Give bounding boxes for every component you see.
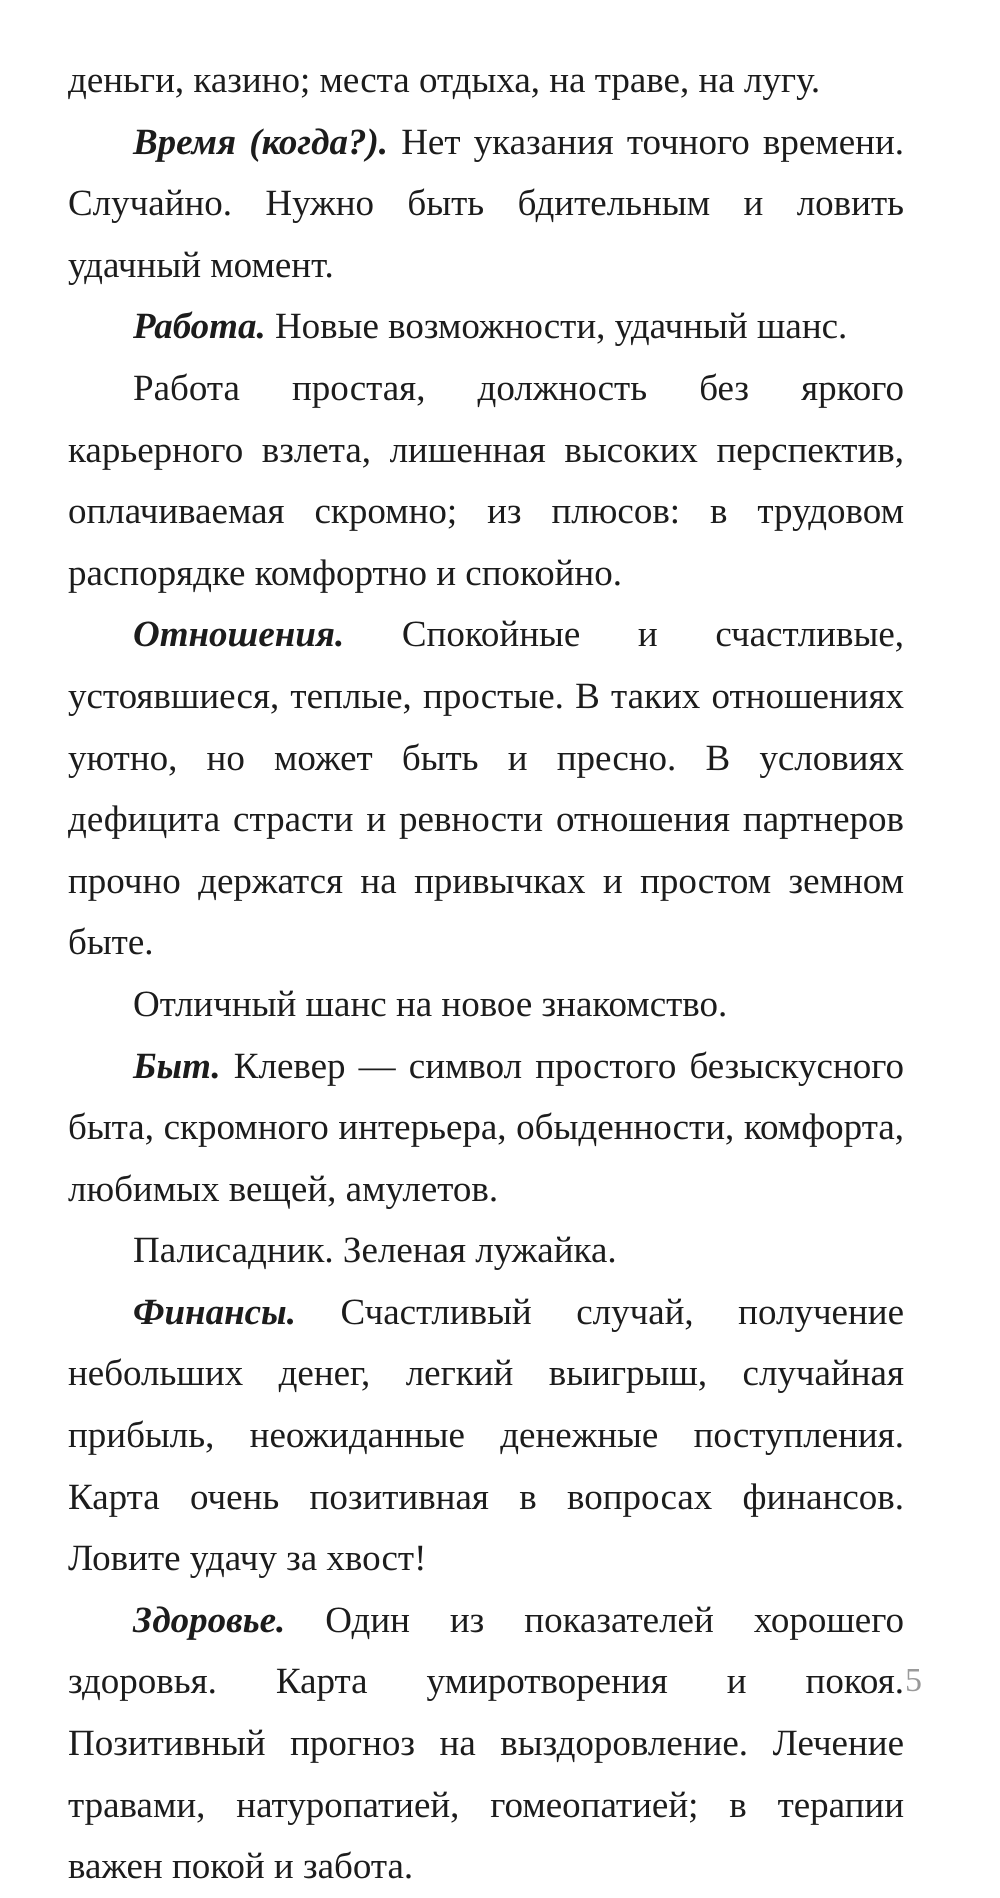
paragraph-finances (68, 1282, 904, 1590)
paragraph-text: Нет указания точного времени. Случайно. Нужно быть бдительным и ловить удачный момент. (68, 121, 904, 286)
paragraph-garden (68, 1220, 904, 1282)
paragraph-work (68, 296, 904, 358)
paragraph-text: Палисадник. Зеленая лужайка. (133, 1230, 617, 1272)
page-text (68, 50, 904, 1898)
paragraph-text: деньги, казино; места отдыха, на траве, на лугу. (68, 60, 821, 101)
paragraph-heading: Работа. (133, 306, 266, 348)
paragraph-heading: Отношения. (133, 614, 345, 656)
paragraph-time (68, 112, 904, 297)
paragraph-new-acquaintance (68, 974, 904, 1036)
paragraph-heading: Время (когда?). (133, 121, 389, 163)
paragraph-continuation (68, 50, 904, 112)
paragraph-text: Новые возможности, удачный шанс. (265, 306, 848, 348)
paragraph-text: Счастливый случай, получение небольших денег, легкий выигрыш, случайная прибыль, неожиданные денежные поступления. Карта очень позитивная в вопросах финансов. Ловите удачу за хвост! (68, 1291, 904, 1580)
paragraph-text: Отличный шанс на новое знакомство. (133, 983, 728, 1025)
page-number: 5 (905, 1662, 922, 1699)
paragraph-text: Спокойные и счастливые, устоявшиеся, теплые, простые. В таких отношениях уютно, но может быть и пресно. В условиях дефицита страсти и ревности отношения партнеров прочно держатся на привычках и простом земном быте. (68, 614, 904, 964)
paragraph-work-details (68, 358, 904, 604)
paragraph-heading: Быт. (133, 1045, 221, 1087)
paragraph-heading: Здоровье. (133, 1599, 286, 1641)
paragraph-text: Клевер — символ простого безыскусного быта, скромного интерьера, обыденности, комфорта, любимых вещей, амулетов. (68, 1045, 904, 1210)
paragraph-relationships (68, 604, 904, 974)
paragraph-health (68, 1590, 904, 1898)
paragraph-household (68, 1036, 904, 1221)
paragraph-text: Работа простая, должность без яркого карьерного взлета, лишенная высоких перспектив, оплачиваемая скромно; из плюсов: в трудовом распорядке комфортно и спокойно. (68, 367, 904, 594)
paragraph-heading: Финансы. (133, 1291, 296, 1333)
paragraph-text: Один из показателей хорошего здоровья. Карта умиротворения и покоя. Позитивный прогноз на выздоровление. Лечение травами, натуропатией, гомеопатией; в терапии важен покой и забота. (68, 1599, 904, 1888)
